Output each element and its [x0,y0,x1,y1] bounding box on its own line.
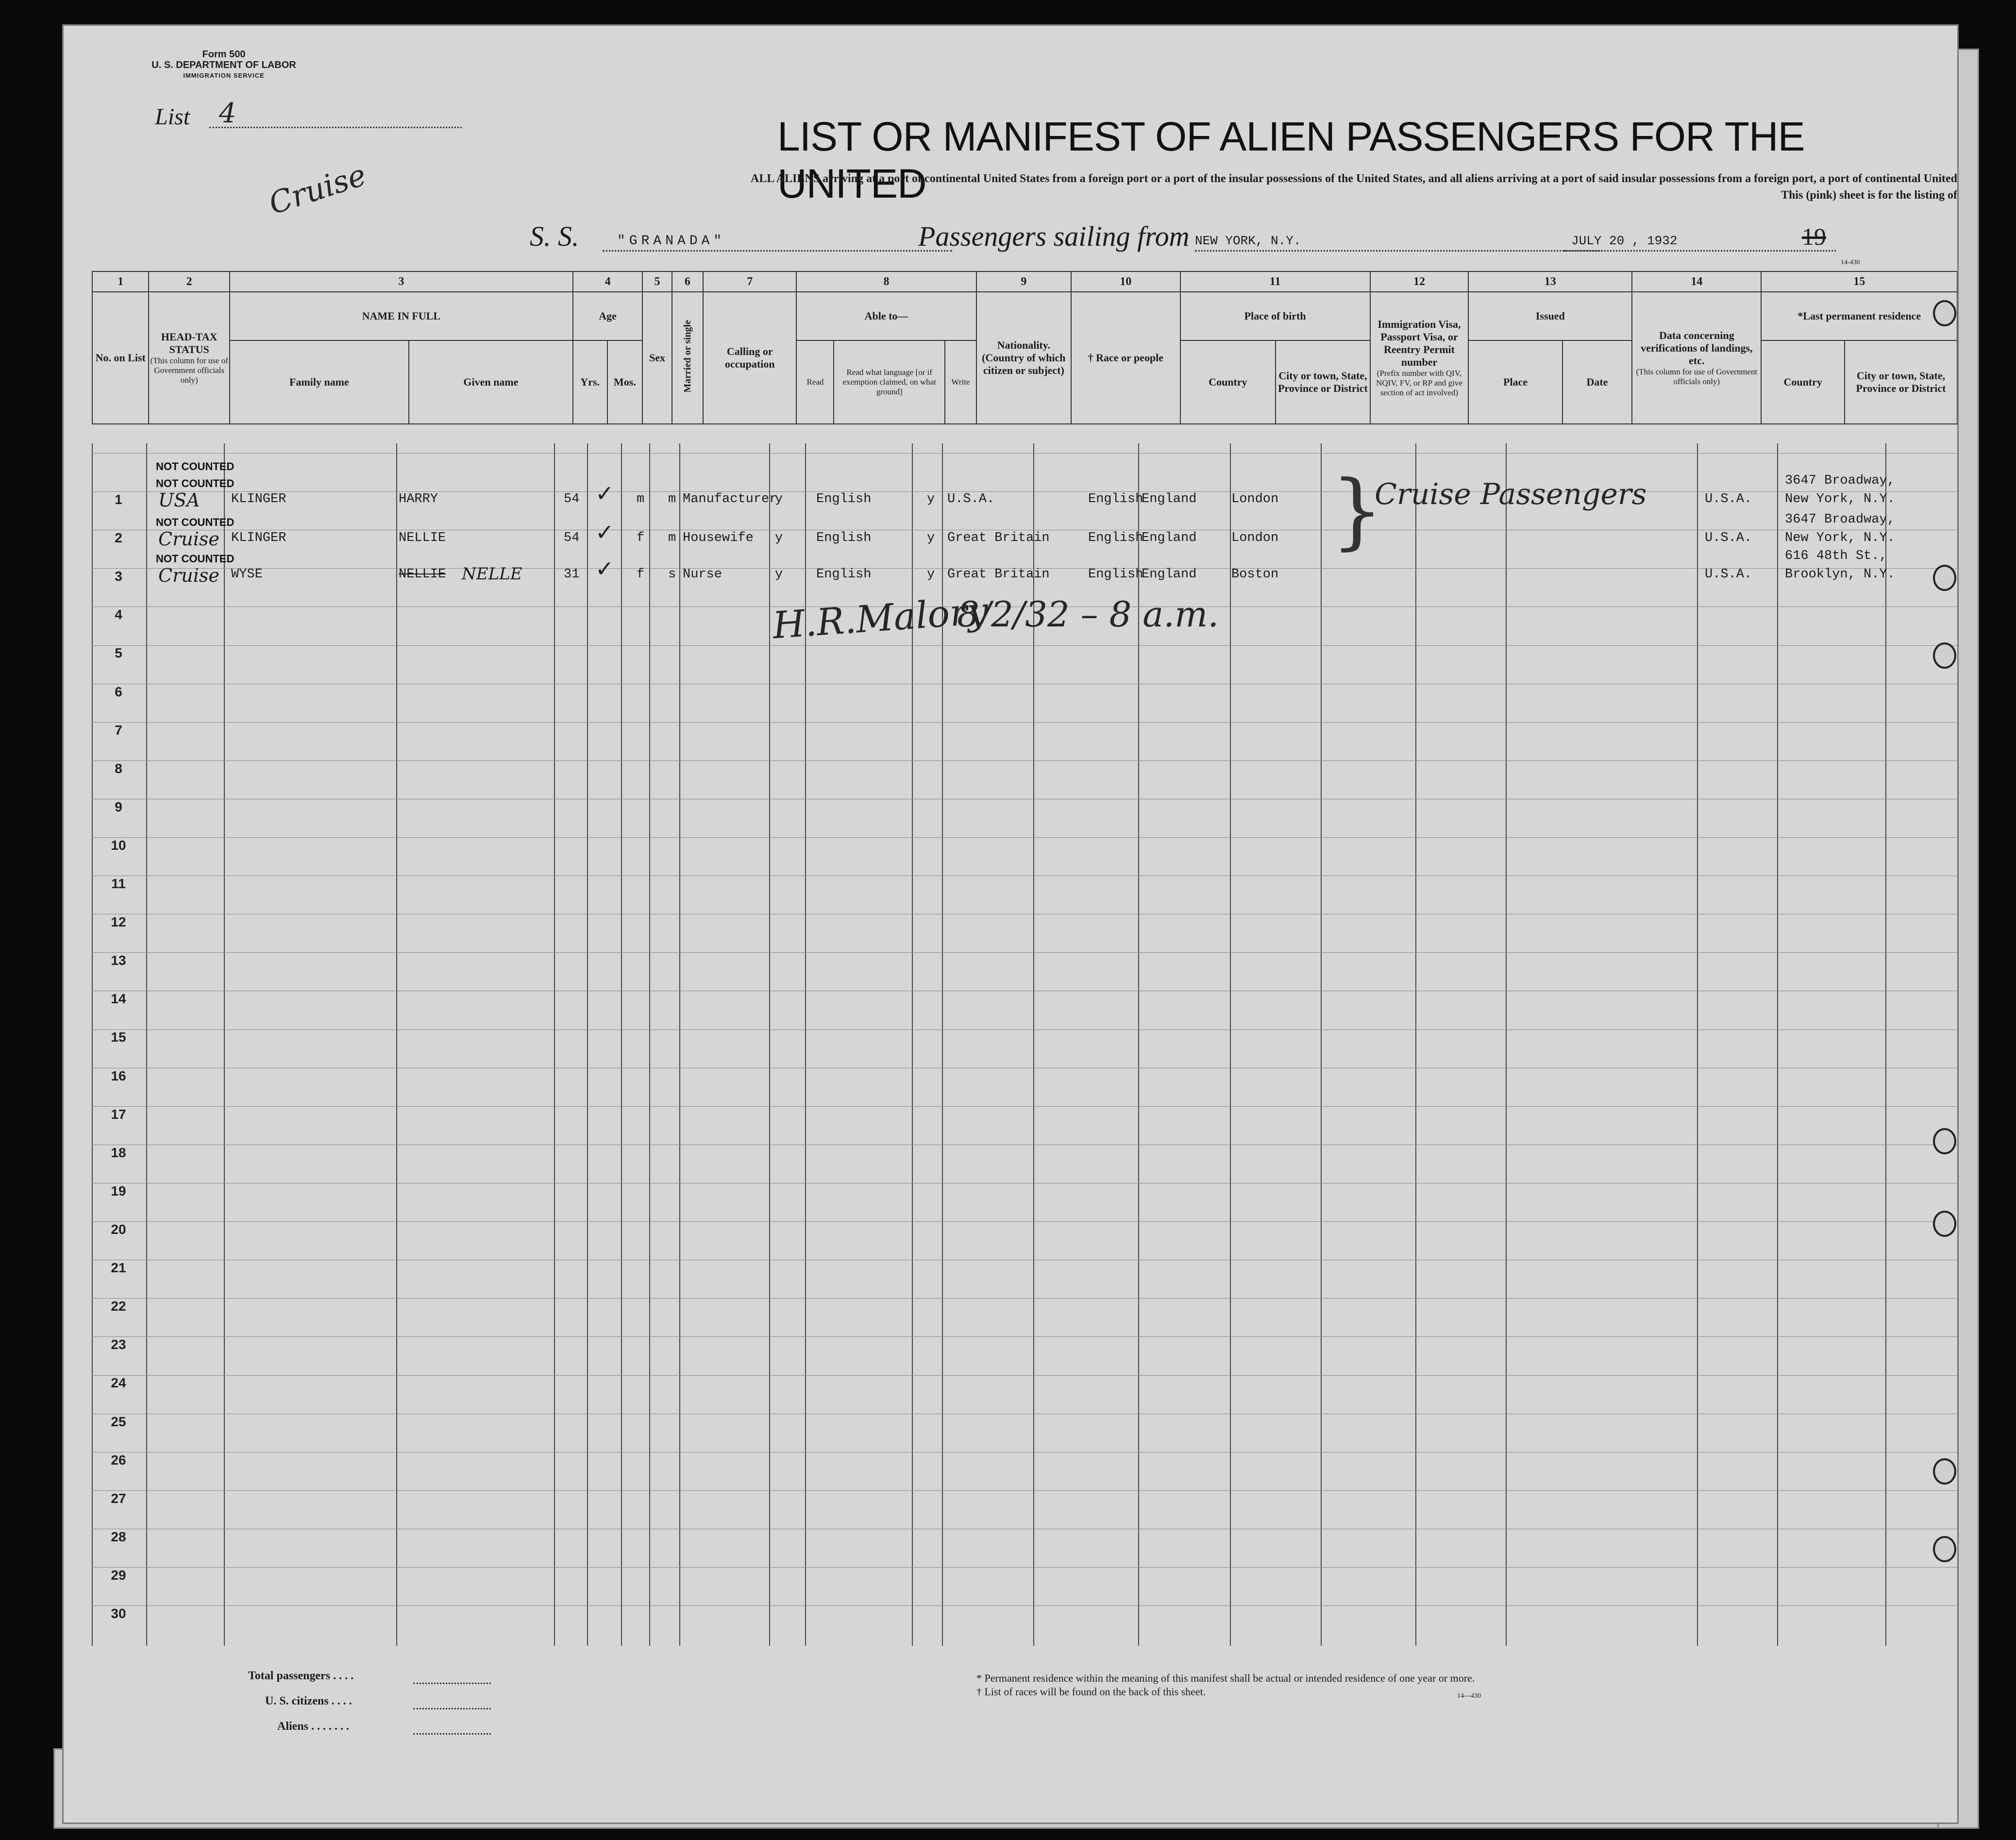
birth-city-value: Boston [1231,567,1279,582]
binder-hole [1933,642,1956,669]
place-of-birth-header: Place of birth [1180,292,1370,340]
nationality-value: U.S.A. [947,492,995,506]
row-number: 11 [111,876,126,891]
row-divider [92,645,1958,646]
footnote-residence: * Permanent residence within the meaning of this manifest shall be actual or intended residence of one year or more. [976,1672,1475,1684]
row-divider [92,837,1958,838]
binder-hole [1933,1536,1956,1562]
occupation-value: Nurse [683,567,722,582]
row-divider [92,1106,1958,1107]
row-divider [92,952,1958,953]
row-number: 27 [111,1491,126,1506]
form-code-top: 14-430 [1841,259,1860,266]
service-name: IMMIGRATION SERVICE [183,72,265,79]
row-divider [92,1490,1958,1491]
residence-country-value: U.S.A. [1705,567,1752,582]
row-number: 19 [111,1183,126,1199]
row-number: 23 [111,1337,126,1352]
row-number: 6 [115,684,122,699]
family-name-value: WYSE [231,567,263,582]
head-tax-value: USA [158,490,200,511]
language-value: English [816,531,872,545]
visa-header: Immigration Visa, Passport Visa, or Reentry Permit number (Prefix number with QIV, NQIV, FV, or RP and give section of act involved) [1370,292,1469,424]
row-number: 15 [111,1030,126,1045]
sailing-label: Passengers sailing from [918,220,1190,252]
able-to-header: Able to— [796,292,976,340]
column-divider [621,443,622,1646]
column-divider [146,443,147,1646]
data-concerning-header: Data concerning verifications of landings, etc. (This column for use of Government officials only) [1632,292,1761,424]
row-number: 17 [111,1107,126,1122]
row-number: 26 [111,1452,126,1468]
row-number: 20 [111,1222,126,1237]
sex-value: m [637,492,645,506]
binder-hole [1933,300,1956,326]
binder-hole [1933,1128,1956,1154]
column-number-row: 1 2 3 4 5 6 7 8 9 10 11 12 13 14 15 [92,271,1957,292]
given-name-correction: NELLE [462,564,522,584]
ss-label: S. S. [530,220,579,252]
family-name-header: Family name [230,340,409,424]
sex-header: Sex [642,292,672,424]
write-value: y [927,531,935,545]
row-divider [92,1221,1958,1222]
row-divider [92,1336,1958,1337]
aliens-line [413,1733,491,1735]
write-header: Write [945,340,976,424]
row-number: 5 [115,645,122,660]
residence-city-line1: 3647 Broadway, [1785,512,1895,527]
age-years-value: 31 [564,567,580,582]
row-number: 1 [115,492,122,507]
column-divider [1885,443,1886,1646]
column-divider [224,443,225,1646]
row-divider [92,1375,1958,1376]
port-line [1195,250,1603,252]
read-value: y [775,492,783,506]
column-divider [1958,443,1959,1646]
residence-country-value: U.S.A. [1705,531,1752,545]
given-name-value: NELLIE [399,567,446,582]
list-label: List [155,104,190,130]
row-number: 28 [111,1529,126,1544]
given-name-value: HARRY [399,492,438,506]
sailing-date: JULY 20 , 1932 [1571,234,1678,248]
res-country-header: Country [1761,340,1845,424]
read-header: Read [796,340,834,424]
read-value: y [775,567,783,582]
row-number: 29 [111,1568,126,1583]
last-residence-header: *Last permanent residence [1761,292,1957,340]
total-passengers-line [413,1683,491,1684]
column-divider [396,443,397,1646]
sex-value: f [637,531,645,545]
race-value: English [1088,531,1143,545]
family-name-value: KLINGER [231,492,286,506]
issued-date-header: Date [1562,340,1632,424]
not-counted-stamp: NOT COUNTED [156,553,235,565]
row-number: 18 [111,1145,126,1160]
family-name-value: KLINGER [231,531,286,545]
row-number: 14 [111,991,126,1006]
column-divider [1777,443,1778,1646]
married-header: Married or single [672,292,703,424]
row-number: 8 [115,761,122,776]
read-language-header: Read what language [or if exemption claimed, on what ground] [834,340,945,424]
marital-value: s [668,567,676,582]
calling-header: Calling or occupation [703,292,796,424]
birth-city-header: City or town, State, Province or District [1276,340,1370,424]
row-divider [92,453,1958,454]
issued-header: Issued [1468,292,1632,340]
row-number: 30 [111,1606,126,1621]
race-value: English [1088,567,1143,582]
ship-name: "GRANADA" [617,234,726,249]
language-value: English [816,567,872,582]
column-divider [1230,443,1231,1646]
row-number: 21 [111,1260,126,1275]
birth-country-value: England [1142,567,1197,582]
row-number: 22 [111,1299,126,1314]
footnote-races: † List of races will be found on the back of this sheet. [976,1686,1206,1698]
residence-country-value: U.S.A. [1705,492,1752,506]
row-number: 9 [115,799,122,814]
row-number: 16 [111,1068,126,1083]
age-header: Age [573,292,642,340]
list-annotation: Cruise [264,157,370,221]
occupation-value: Manufacturer [683,492,777,506]
nationality-value: Great Britain [947,531,1050,545]
row-number: 10 [111,838,126,853]
cruise-passengers-annotation: Cruise Passengers [1375,477,1647,511]
age-check-mark: ✓ [595,556,614,582]
birth-country-value: England [1142,492,1197,506]
form-number: Form 500 [202,49,246,60]
column-divider [769,443,770,1646]
race-header: † Race or people [1071,292,1180,424]
head-tax-header: HEAD-TAX STATUS (This column for use of Government officials only) [149,292,229,424]
not-counted-stamp: NOT COUNTED [156,477,235,490]
given-name-value: NELLIE [399,531,446,545]
row-number: 24 [111,1375,126,1390]
birth-city-value: London [1231,492,1279,506]
sex-value: f [637,567,645,582]
language-value: English [816,492,872,506]
page-subtitle: ALL ALIENS arriving at a port of continental United States from a foreign port or a port of the insular possessions of the United States, and all aliens arriving at a port of said insular possessions from a foreign port, a port of continental United This (pink) sheet is for the listing of [751,172,1957,202]
row-number: 25 [111,1414,126,1429]
form-code-footer: 14—430 [1457,1692,1481,1700]
year-printed: 19 [1802,223,1826,250]
row-divider [92,1567,1958,1568]
date-line [1564,250,1836,252]
age-years-value: 54 [564,492,580,506]
age-years-value: 54 [564,531,580,545]
row-number: 12 [111,914,126,929]
us-citizens-label: U. S. citizens . . . . [265,1695,352,1707]
head-tax-value: Cruise [158,565,219,586]
read-value: y [775,531,783,545]
residence-city-line2: Brooklyn, N.Y. [1785,567,1895,582]
total-passengers-label: Total passengers . . . . [248,1670,354,1682]
row-number: 4 [115,607,122,622]
port-name: NEW YORK, N.Y. [1195,234,1301,248]
write-value: y [927,567,935,582]
row-number: 2 [115,530,122,545]
occupation-value: Housewife [683,531,754,545]
marital-value: m [668,531,676,545]
page-title: LIST OR MANIFEST OF ALIEN PASSENGERS FOR THE UNITED [777,114,1805,206]
binder-hole [1933,1211,1956,1237]
name-in-full-header: NAME IN FULL [230,292,573,340]
residence-city-line1: 3647 Broadway, [1785,473,1895,488]
race-value: English [1088,492,1143,506]
signature-date: 8/2/32 – 8 a.m. [957,594,1219,635]
row-divider [92,491,1958,492]
row-number: 13 [111,953,126,968]
column-divider [554,443,555,1646]
row-divider [92,722,1958,723]
department-name: U. S. DEPARTMENT OF LABOR [151,60,296,70]
birth-city-value: London [1231,531,1279,545]
nationality-value: Great Britain [947,567,1050,582]
column-divider [587,443,588,1646]
aliens-label: Aliens . . . . . . . [277,1720,350,1733]
given-name-header: Given name [409,340,573,424]
list-line [209,127,462,128]
list-number: 4 [219,98,236,129]
write-value: y [927,492,935,506]
bracket-annotation: } [1331,463,1384,559]
column-divider [1697,443,1698,1646]
column-divider [1321,443,1322,1646]
residence-city-line2: New York, N.Y. [1785,492,1895,506]
residence-city-line2: New York, N.Y. [1785,531,1895,545]
column-divider [649,443,650,1646]
no-on-list-header: No. on List [92,292,149,424]
inspector-signature: H.R.Malory [771,589,990,647]
mos-header: Mos. [607,340,643,424]
age-check-mark: ✓ [595,519,614,545]
column-divider [1506,443,1507,1646]
row-divider [92,1298,1958,1299]
marital-value: m [668,492,676,506]
nationality-header: Nationality. (Country of which citizen or subject) [976,292,1071,424]
ship-line [603,250,952,252]
row-number: 7 [115,723,122,738]
manifest-header [92,271,1958,424]
column-divider [1415,443,1416,1646]
yrs-header: Yrs. [573,340,607,424]
binder-hole [1933,1458,1956,1485]
birth-country-header: Country [1180,340,1276,424]
issued-place-header: Place [1468,340,1562,424]
form-identifier [132,49,316,81]
head-tax-value: Cruise [158,528,219,550]
column-divider [679,443,680,1646]
not-counted-stamp: NOT COUNTED [156,516,235,528]
row-number: 3 [115,569,122,584]
not-counted-stamp-top: NOT COUNTED [156,460,235,473]
us-citizens-line [413,1708,491,1709]
res-city-header: City or town, State, Province or District [1845,340,1957,424]
row-divider [92,760,1958,761]
row-divider [92,1605,1958,1606]
age-check-mark: ✓ [595,480,614,506]
binder-hole [1933,565,1956,591]
birth-country-value: England [1142,531,1197,545]
residence-city-line1: 616 48th St., [1785,549,1887,563]
manifest-sheet [62,24,1959,1824]
